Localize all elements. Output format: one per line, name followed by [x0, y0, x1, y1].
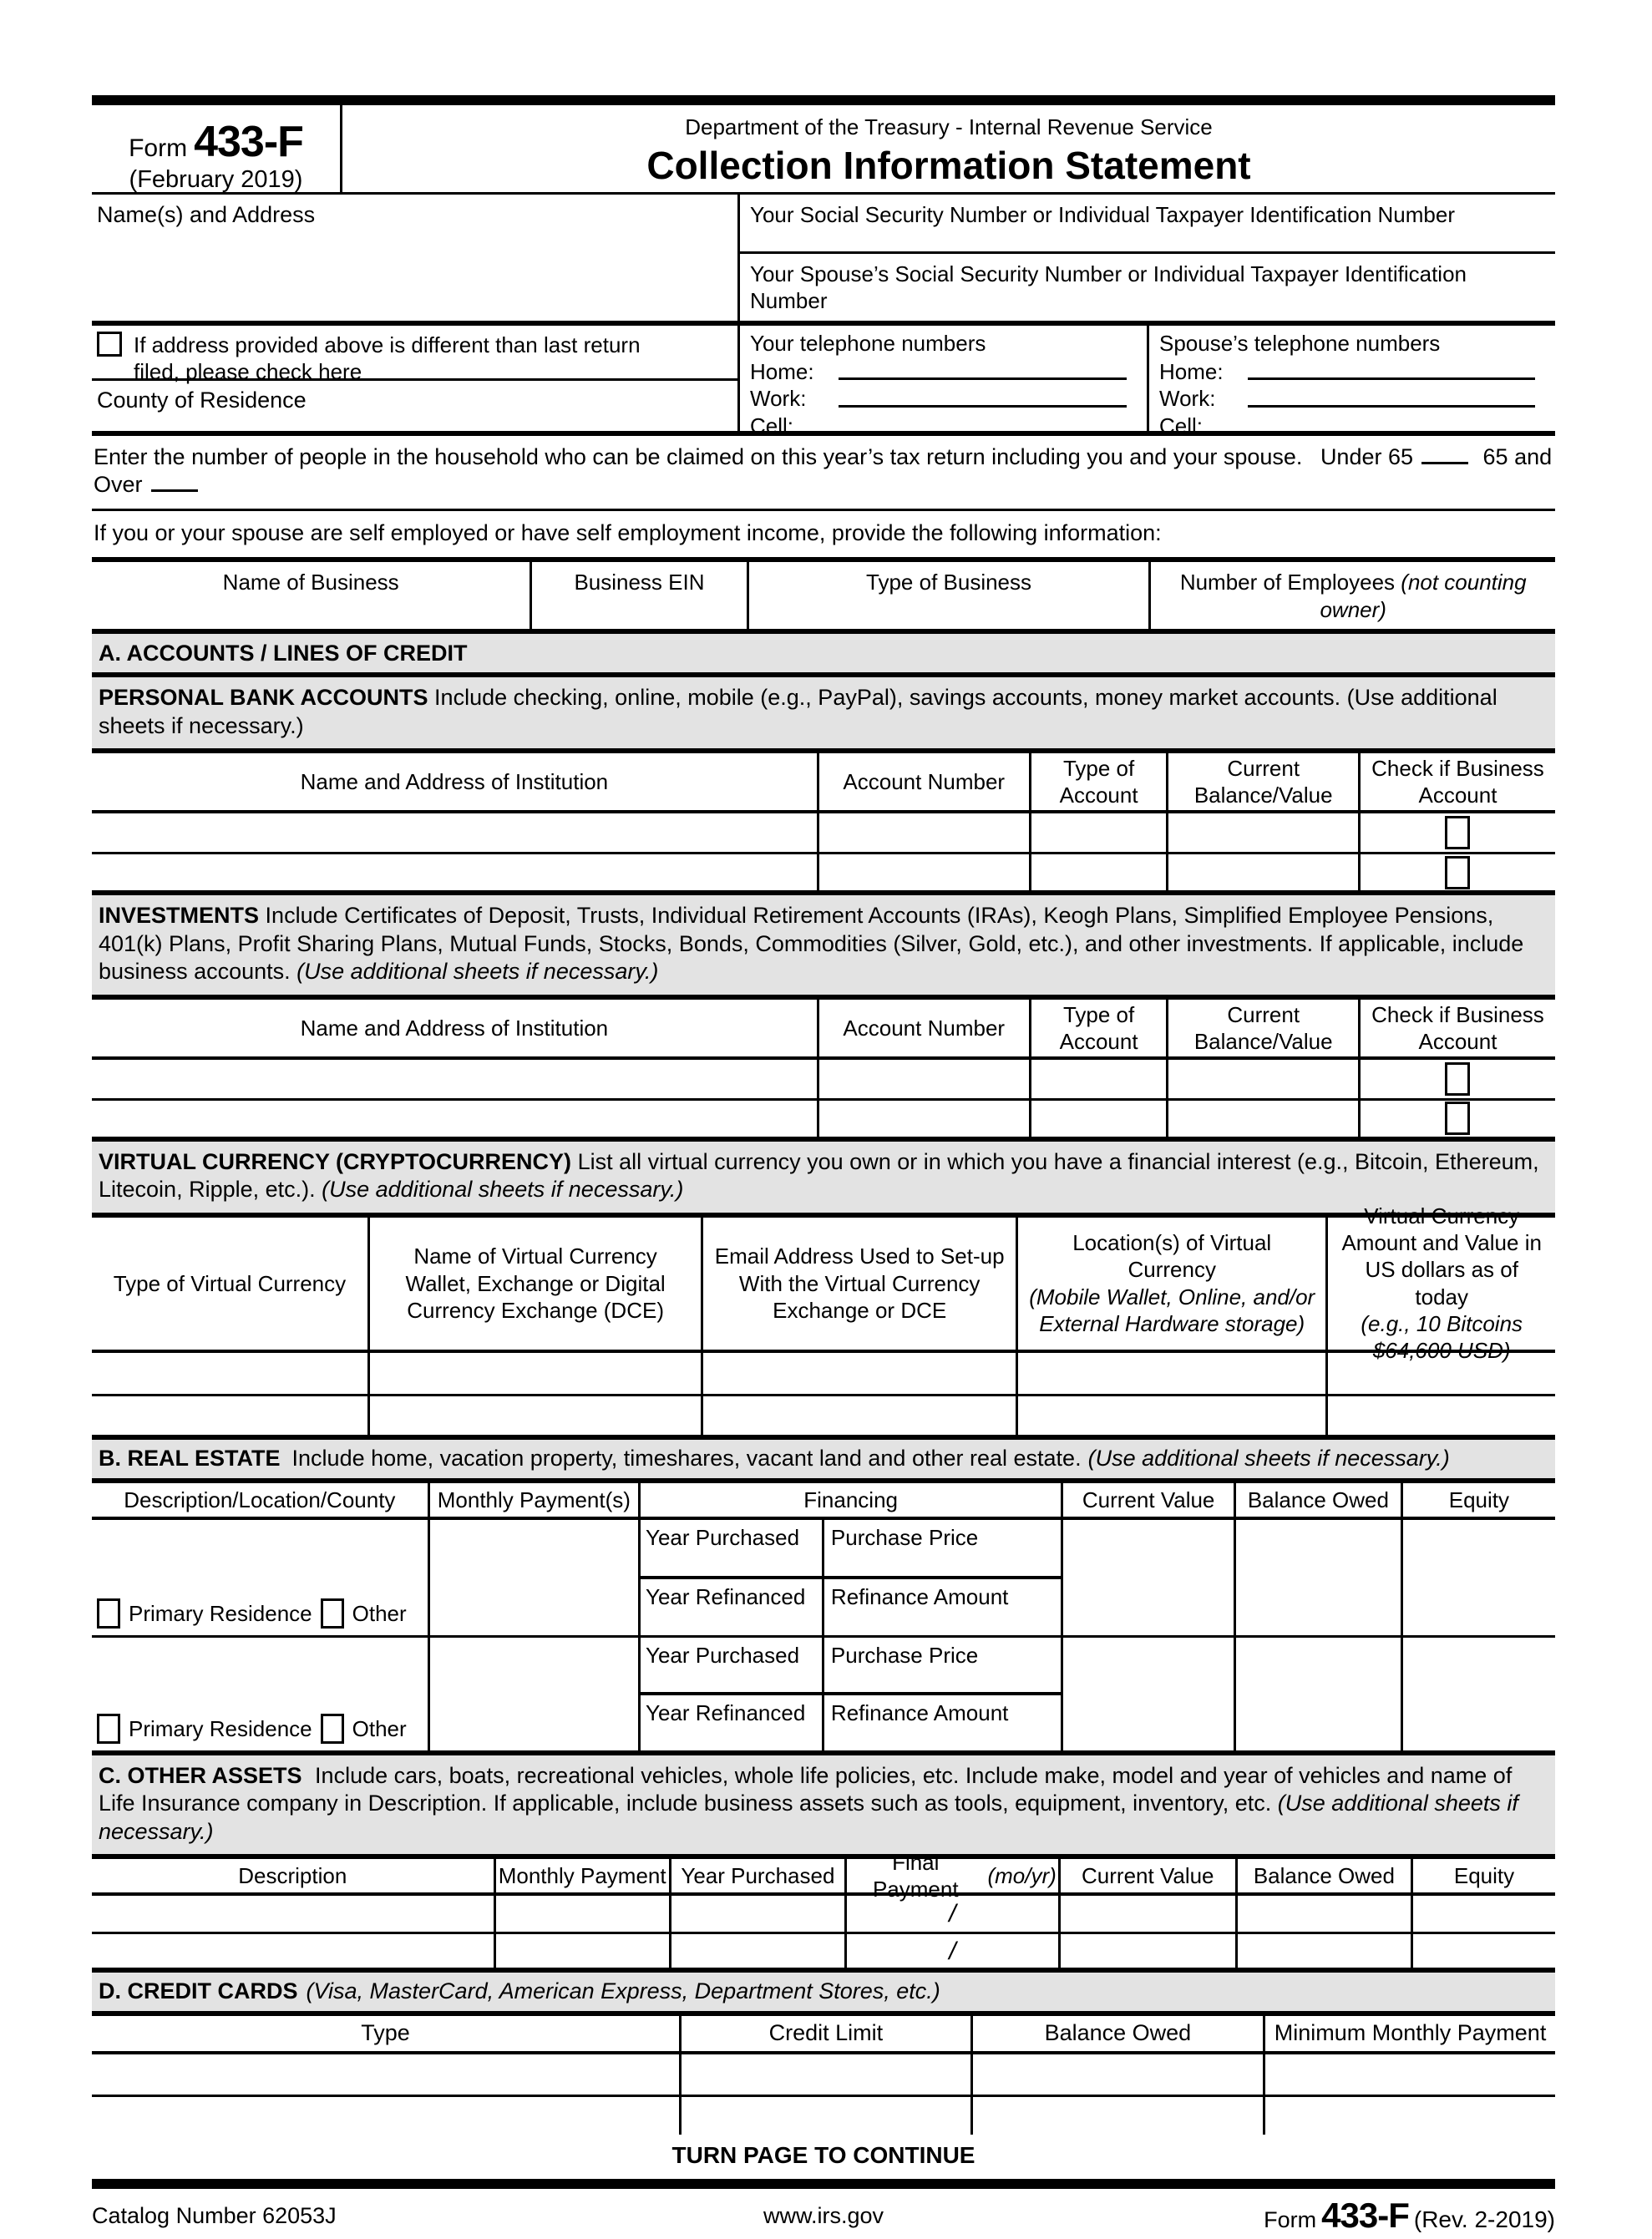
- cc-row-2-credit-limit-cell[interactable]: [682, 2097, 973, 2135]
- cc-row-1-credit-limit-cell[interactable]: [682, 2054, 973, 2095]
- business-employees-note: (not counting owner): [1320, 570, 1527, 622]
- real-estate-table: [92, 1483, 1555, 1750]
- col-re-monthly-payment: Monthly Payment(s): [430, 1483, 641, 1517]
- re-row-1-primary-residence-checkbox[interactable]: [97, 1598, 120, 1629]
- household-text: Enter the number of people in the household who can be claimed on this year’s tax return including you and your spouse.: [94, 444, 1303, 469]
- col-re-current-value: Current Value: [1063, 1483, 1236, 1517]
- cc-row-1-type-cell[interactable]: [92, 2054, 682, 2095]
- re-row-2-purchase-price-cell[interactable]: [824, 1638, 1061, 1693]
- re-row-2-residence-options: [97, 1714, 407, 1744]
- bank-row-2-business-checkbox[interactable]: [1445, 856, 1470, 889]
- form-word: Form: [1264, 2206, 1317, 2232]
- refinance-amount-label: Refinance Amount: [830, 1583, 1009, 1609]
- bank-accounts-band: [92, 677, 1555, 748]
- business-type-cell[interactable]: [749, 562, 1152, 629]
- spouse-home-row: [1159, 358, 1543, 385]
- re-row-1-purchase-subrow: [641, 1520, 1061, 1579]
- bank-row-2-balance-cell[interactable]: [1168, 854, 1361, 890]
- mo-yr-slash: /: [949, 1937, 956, 1965]
- oa-row-2-equity-cell[interactable]: [1413, 1934, 1555, 1968]
- investment-row-2-account-number-cell[interactable]: [819, 1101, 1031, 1137]
- investment-row-2-balance-cell[interactable]: [1168, 1101, 1361, 1137]
- oa-row-1-description-cell[interactable]: [92, 1896, 496, 1932]
- footer-form-reference: [1264, 2194, 1555, 2237]
- address-different-label: If address provided above is different than last return filed, please check here: [134, 332, 641, 385]
- spouse-phones-cell: [1149, 326, 1555, 438]
- your-phones-cell: [740, 326, 1149, 438]
- col-vc-location: [1018, 1218, 1328, 1350]
- bank-row-1: [92, 813, 1555, 852]
- col-cc-minimum-payment: Minimum Monthly Payment: [1274, 2020, 1547, 2046]
- col-oa-year-purchased: Year Purchased: [671, 1859, 847, 1892]
- cc-row-2-type-cell[interactable]: [92, 2097, 682, 2135]
- credit-card-row-1: [92, 2054, 1555, 2095]
- col-re-description: Description/Location/County: [92, 1483, 430, 1517]
- business-name-label: Name of Business: [222, 570, 399, 595]
- col-re-financing: Financing: [641, 1483, 1063, 1517]
- oa-row-2-description-cell[interactable]: [92, 1934, 496, 1968]
- contact-row: [92, 326, 1555, 436]
- vc-row-1-location-cell[interactable]: [1018, 1353, 1328, 1394]
- form-revision-date: (February 2019): [129, 166, 303, 194]
- vc-wallet-label: Name of Virtual Currency Wallet, Exchange or Digital Currency Exchange (DCE): [405, 1244, 666, 1323]
- spouse-work-row: [1159, 385, 1543, 412]
- oa-row-1-final-payment-cell[interactable]: [847, 1896, 1061, 1932]
- investment-row-1-balance-cell[interactable]: [1168, 1060, 1361, 1098]
- col-balance: Current Balance/Value: [1168, 1000, 1361, 1056]
- investments-heading: INVESTMENTS: [99, 903, 260, 929]
- year-purchased-label: Year Purchased: [645, 1524, 800, 1550]
- re-row-1-balance-owed-cell[interactable]: [1236, 1520, 1403, 1635]
- primary-residence-label: Primary Residence: [129, 1600, 312, 1626]
- investment-row-2: [92, 1098, 1555, 1137]
- section-b-note: (Use additional sheets if necessary.): [1087, 1445, 1450, 1471]
- spouse-phones-label: Spouse’s telephone numbers: [1159, 331, 1441, 356]
- col-account-type: Type of Account: [1031, 753, 1169, 810]
- real-estate-header: [92, 1483, 1555, 1520]
- bank-row-1-type-cell[interactable]: [1031, 813, 1169, 852]
- other-label: Other: [352, 1715, 407, 1741]
- virtual-currency-row-1: [92, 1353, 1555, 1394]
- bank-table-header: [92, 753, 1555, 813]
- vc-row-2-type-cell[interactable]: [92, 1396, 370, 1435]
- virtual-currency-band: [92, 1142, 1555, 1213]
- ssn-label: Your Social Security Number or Individual Taxpayer Identification Number: [750, 202, 1455, 227]
- vc-email-label: Email Address Used to Set-up With the Virtual Currency Exchange or DCE: [714, 1244, 1005, 1323]
- col-business-account: Check if Business Account: [1371, 1001, 1544, 1054]
- cell-label: Cell:: [750, 413, 794, 438]
- section-d-heading: D. CREDIT CARDS: [99, 1978, 298, 2004]
- primary-residence-label: Primary Residence: [129, 1715, 312, 1741]
- business-table: [92, 557, 1555, 629]
- bank-row-1-business-cell: [1361, 813, 1555, 852]
- re-row-2-other-checkbox[interactable]: [321, 1714, 344, 1744]
- col-account-number: Account Number: [819, 1000, 1031, 1056]
- re-row-2-financing-cell: [641, 1638, 1063, 1750]
- credit-card-row-2: [92, 2095, 1555, 2135]
- virtual-currency-desc: List all virtual currency you own or in which you have a financial interest (e.g., Bitcoin, Ethereum, Litecoin, Ripple, etc.).: [99, 1148, 1539, 1203]
- re-row-1-year-refinanced-cell[interactable]: [641, 1579, 824, 1635]
- oa-row-2-balance-owed-cell[interactable]: [1238, 1934, 1413, 1968]
- re-row-2-primary-residence-checkbox[interactable]: [97, 1714, 120, 1744]
- re-row-1-current-value-cell[interactable]: [1063, 1520, 1236, 1635]
- investments-desc: Include Certificates of Deposit, Trusts, Individual Retirement Accounts (IRAs), Keogh Plans, Simplified Employee Pensions, 401(k) Plans, Profit Sharing Plans, Mutual Funds, Stocks, Bonds, Commodities (Silver, Gold, etc.), and other investments. If applicable, include business accounts.: [99, 903, 1524, 985]
- section-b-desc: Include home, vacation property, timeshares, vacant land and other real estate.: [291, 1445, 1082, 1471]
- credit-cards-header: [92, 2016, 1555, 2054]
- purchase-price-label: Purchase Price: [830, 1642, 979, 1668]
- col-cc-credit-limit: Credit Limit: [682, 2016, 973, 2051]
- bank-row-2-type-cell[interactable]: [1031, 854, 1169, 890]
- investment-row-1: [92, 1060, 1555, 1098]
- re-row-1-equity-cell[interactable]: [1403, 1520, 1555, 1635]
- other-assets-header: [92, 1849, 1555, 1902]
- spouse-work-phone-line[interactable]: [1248, 405, 1535, 408]
- col-oa-balance-owed: Balance Owed: [1238, 1859, 1413, 1892]
- virtual-currency-table: [92, 1203, 1555, 1435]
- bank-row-2-business-cell: [1361, 854, 1555, 890]
- re-row-2-current-value-cell[interactable]: [1063, 1638, 1236, 1750]
- virtual-currency-header: [92, 1203, 1555, 1364]
- oa-row-1-monthly-payment-cell[interactable]: [496, 1896, 671, 1932]
- bank-row-2: [92, 852, 1555, 890]
- investment-row-1-institution-cell[interactable]: [92, 1060, 819, 1098]
- vc-amount-note: (e.g., 10 Bitcoins $64,600 USD): [1361, 1310, 1523, 1364]
- vc-row-1-amount-cell[interactable]: [1328, 1353, 1555, 1394]
- col-vc-amount: [1328, 1203, 1555, 1364]
- section-b-band: [92, 1440, 1555, 1478]
- section-c-heading: C. OTHER ASSETS: [99, 1762, 302, 1788]
- department-line: Department of the Treasury - Internal Revenue Service: [685, 114, 1213, 139]
- vc-row-2-email-cell[interactable]: [703, 1396, 1018, 1435]
- bank-row-1-business-checkbox[interactable]: [1445, 816, 1470, 849]
- address-different-checkbox[interactable]: [97, 332, 122, 357]
- 65-and-over-field[interactable]: [151, 489, 198, 492]
- purchase-price-label: Purchase Price: [830, 1524, 979, 1550]
- page-title: Collection Information Statement: [646, 144, 1251, 188]
- col-oa-description: Description: [92, 1859, 496, 1892]
- business-ein-cell[interactable]: [532, 562, 748, 629]
- col-re-equity: Equity: [1448, 1487, 1509, 1512]
- county-label: County of Residence: [97, 388, 307, 413]
- re-row-1-description-cell[interactable]: [92, 1520, 430, 1635]
- col-institution: Name and Address of Institution: [92, 1000, 819, 1056]
- final-payment-note: (mo/yr): [987, 1862, 1057, 1888]
- bank-row-2-account-number-cell[interactable]: [819, 854, 1031, 890]
- re-row-1-financing-cell: [641, 1520, 1063, 1635]
- section-a-band: [92, 634, 1555, 672]
- investments-note: (Use additional sheets if necessary.): [296, 959, 659, 985]
- re-row-1-year-purchased-cell[interactable]: [641, 1520, 824, 1576]
- final-payment-label: Final Payment: [872, 1849, 959, 1902]
- col-cc-balance-owed: Balance Owed: [973, 2016, 1265, 2051]
- vc-row-1-wallet-cell[interactable]: [370, 1353, 703, 1394]
- refinance-amount-label: Refinance Amount: [830, 1700, 1009, 1726]
- investment-row-2-institution-cell[interactable]: [92, 1101, 819, 1137]
- other-asset-row-2: [92, 1932, 1555, 1968]
- cc-row-1-balance-owed-cell[interactable]: [973, 2054, 1265, 2095]
- col-oa-equity: Equity: [1453, 1862, 1515, 1888]
- investment-row-2-business-checkbox[interactable]: [1445, 1102, 1470, 1135]
- re-row-1-purchase-price-cell[interactable]: [824, 1520, 1061, 1576]
- investment-row-1-business-cell: [1361, 1060, 1555, 1098]
- re-row-2-year-purchased-cell[interactable]: [641, 1638, 824, 1693]
- investments-table: [92, 1000, 1555, 1137]
- catalog-number: Catalog Number 62053J: [92, 2202, 337, 2228]
- vc-amount-label: Virtual Currency Amount and Value in US dollars as of today: [1341, 1203, 1542, 1309]
- oa-row-1-current-value-cell[interactable]: [1061, 1896, 1238, 1932]
- business-employees-label: Number of Employees: [1179, 570, 1396, 595]
- re-row-1-monthly-payment-cell[interactable]: [430, 1520, 641, 1635]
- address-county-cell: [92, 326, 740, 431]
- irs-website: www.irs.gov: [763, 2202, 884, 2228]
- form-number-line: [92, 115, 340, 169]
- vc-row-2-amount-cell[interactable]: [1328, 1396, 1555, 1435]
- investments-table-header: [92, 1000, 1555, 1060]
- section-c-desc: Include cars, boats, recreational vehicles, whole life policies, etc. Include make, model and year of vehicles and name of Life Insurance company in Description. If applicable, include business assets such as tools, equipment, inventory, etc.: [99, 1762, 1513, 1816]
- your-home-row: [750, 358, 1135, 385]
- bank-row-2-institution-cell[interactable]: [92, 854, 819, 890]
- your-cell-row[interactable]: [750, 413, 1135, 439]
- investment-row-1-type-cell[interactable]: [1031, 1060, 1169, 1098]
- section-a-heading: A. ACCOUNTS / LINES OF CREDIT: [99, 640, 468, 666]
- cell-label: Cell:: [1159, 413, 1204, 438]
- your-phones-label: Your telephone numbers: [750, 331, 986, 356]
- form-number: 433-F: [1321, 2195, 1409, 2235]
- cc-row-2-balance-owed-cell[interactable]: [973, 2097, 1265, 2135]
- business-type-label: Type of Business: [866, 570, 1032, 595]
- home-label: Home:: [750, 359, 814, 385]
- section-b-heading: B. REAL ESTATE: [99, 1445, 281, 1471]
- re-row-1-refinance-amount-cell[interactable]: [824, 1579, 1061, 1635]
- re-row-1-refinance-subrow: [641, 1579, 1061, 1635]
- re-row-2-description-cell[interactable]: [92, 1638, 430, 1750]
- re-row-2-refinance-amount-cell[interactable]: [824, 1695, 1061, 1750]
- section-c-band: [92, 1755, 1555, 1854]
- investment-row-1-account-number-cell[interactable]: [819, 1060, 1031, 1098]
- credit-cards-table: [92, 2016, 1555, 2135]
- address-different-row: [92, 326, 737, 385]
- section-c-note: (Use additional sheets if necessary.): [99, 1791, 1518, 1844]
- col-account-type: Type of Account: [1031, 1000, 1169, 1056]
- ssn-column: [740, 195, 1555, 321]
- real-estate-row-2: [92, 1635, 1555, 1750]
- vc-type-label: Type of Virtual Currency: [113, 1270, 347, 1296]
- oa-row-1-equity-cell[interactable]: [1413, 1896, 1555, 1932]
- col-institution: Name and Address of Institution: [92, 753, 819, 810]
- county-field[interactable]: [92, 381, 737, 431]
- re-row-2-monthly-payment-cell[interactable]: [430, 1638, 641, 1750]
- mo-yr-slash: /: [949, 1900, 956, 1927]
- ssn-field[interactable]: [740, 195, 1555, 254]
- vc-location-label: Location(s) of Virtual Currency: [1072, 1230, 1272, 1283]
- section-d-band: [92, 1973, 1555, 2011]
- vc-row-2-wallet-cell[interactable]: [370, 1396, 703, 1435]
- work-label: Work:: [750, 386, 807, 412]
- col-oa-current-value: Current Value: [1061, 1859, 1238, 1892]
- investment-row-2-type-cell[interactable]: [1031, 1101, 1169, 1137]
- bank-row-1-balance-cell[interactable]: [1168, 813, 1361, 852]
- your-work-row: [750, 385, 1135, 412]
- col-vc-wallet: [370, 1218, 703, 1350]
- year-purchased-label: Year Purchased: [645, 1642, 800, 1668]
- year-refinanced-label: Year Refinanced: [645, 1700, 806, 1726]
- other-asset-row-1: [92, 1896, 1555, 1932]
- spouse-ssn-label: Your Spouse’s Social Security Number or Individual Taxpayer Identification Number: [750, 261, 1467, 313]
- investment-row-1-business-checkbox[interactable]: [1445, 1062, 1470, 1096]
- household-line: [92, 436, 1555, 511]
- page-footer: [92, 2189, 1555, 2239]
- virtual-currency-note: (Use additional sheets if necessary.): [322, 1177, 684, 1203]
- col-vc-type: [92, 1218, 370, 1350]
- real-estate-row-1: [92, 1520, 1555, 1635]
- under-65-label: Under 65: [1320, 444, 1414, 469]
- form-header: [92, 105, 1555, 195]
- year-refinanced-label: Year Refinanced: [645, 1583, 806, 1609]
- bank-accounts-desc: Include checking, online, mobile (e.g., PayPal), savings accounts, money market accounts. (Use additional sheets if necessary.): [99, 685, 1497, 738]
- re-row-1-residence-options: [97, 1598, 407, 1629]
- col-balance: Current Balance/Value: [1168, 753, 1361, 810]
- col-re-balance-owed: Balance Owed: [1236, 1483, 1403, 1517]
- spouse-home-phone-line[interactable]: [1248, 377, 1535, 380]
- form-number: 433-F: [194, 118, 303, 166]
- oa-row-2-year-purchased-cell[interactable]: [671, 1934, 847, 1968]
- re-row-1-other-checkbox[interactable]: [321, 1598, 344, 1629]
- self-employment-intro: If you or your spouse are self employed or have self employment income, provide the following information:: [94, 519, 1162, 545]
- bank-row-1-institution-cell[interactable]: [92, 813, 819, 852]
- vc-location-note: (Mobile Wallet, Online, and/or External Hardware storage): [1029, 1284, 1315, 1336]
- name-address-label: Name(s) and Address: [97, 202, 316, 227]
- cc-row-2-minimum-payment-cell[interactable]: [1265, 2097, 1555, 2135]
- top-rule: [92, 95, 1555, 105]
- identity-row: [92, 195, 1555, 326]
- home-label: Home:: [1159, 359, 1224, 385]
- re-row-2-equity-cell[interactable]: [1403, 1638, 1555, 1750]
- col-vc-email: [703, 1218, 1018, 1350]
- re-row-2-refinance-subrow: [641, 1695, 1061, 1750]
- spouse-cell-row[interactable]: [1159, 413, 1543, 439]
- re-row-2-year-refinanced-cell[interactable]: [641, 1695, 824, 1750]
- form-number-box: [92, 105, 342, 192]
- your-work-phone-line[interactable]: [839, 405, 1127, 408]
- work-label: Work:: [1159, 386, 1216, 412]
- oa-row-2-current-value-cell[interactable]: [1061, 1934, 1238, 1968]
- vc-row-1-type-cell[interactable]: [92, 1353, 370, 1394]
- spouse-ssn-field[interactable]: [740, 254, 1555, 321]
- bank-accounts-table: [92, 753, 1555, 890]
- form-word: Form: [129, 134, 188, 162]
- oa-row-1-balance-owed-cell[interactable]: [1238, 1896, 1413, 1932]
- re-row-2-balance-owed-cell[interactable]: [1236, 1638, 1403, 1750]
- col-business-account: Check if Business Account: [1371, 756, 1544, 808]
- vc-row-2-location-cell[interactable]: [1018, 1396, 1328, 1435]
- 65-and-over-label: 65 and Over: [94, 444, 1553, 498]
- col-cc-type: Type: [92, 2016, 682, 2051]
- vc-row-1-email-cell[interactable]: [703, 1353, 1018, 1394]
- oa-row-1-year-purchased-cell[interactable]: [671, 1896, 847, 1932]
- oa-row-2-final-payment-cell[interactable]: [847, 1934, 1061, 1968]
- under-65-field[interactable]: [1421, 462, 1468, 464]
- re-row-2-purchase-subrow: [641, 1638, 1061, 1696]
- col-account-number: Account Number: [819, 753, 1031, 810]
- bank-row-1-account-number-cell[interactable]: [819, 813, 1031, 852]
- investments-band: [92, 895, 1555, 994]
- turn-page-notice: TURN PAGE TO CONTINUE: [671, 2142, 975, 2169]
- form-revision: (Rev. 2-2019): [1413, 2206, 1555, 2232]
- virtual-currency-row-2: [92, 1394, 1555, 1435]
- form-433f-page1: [92, 95, 1555, 2239]
- cc-row-1-minimum-payment-cell[interactable]: [1265, 2054, 1555, 2095]
- investment-row-2-business-cell: [1361, 1101, 1555, 1137]
- your-home-phone-line[interactable]: [839, 377, 1127, 380]
- other-label: Other: [352, 1600, 407, 1626]
- name-address-field[interactable]: [92, 195, 740, 321]
- business-employees-cell[interactable]: [1151, 562, 1555, 629]
- col-oa-monthly-payment: Monthly Payment: [496, 1859, 671, 1892]
- other-assets-table: [92, 1849, 1555, 1968]
- col-oa-final-payment: [847, 1849, 1061, 1902]
- form-title-box: [342, 105, 1555, 192]
- oa-row-2-monthly-payment-cell[interactable]: [496, 1934, 671, 1968]
- business-ein-label: Business EIN: [574, 570, 705, 595]
- virtual-currency-heading: VIRTUAL CURRENCY (CRYPTOCURRENCY): [99, 1148, 572, 1174]
- business-name-cell[interactable]: [92, 562, 532, 629]
- section-d-note: (Visa, MasterCard, American Express, Department Stores, etc.): [306, 1978, 940, 2004]
- bank-accounts-heading: PERSONAL BANK ACCOUNTS: [99, 685, 428, 711]
- bottom-rule: [92, 2179, 1555, 2189]
